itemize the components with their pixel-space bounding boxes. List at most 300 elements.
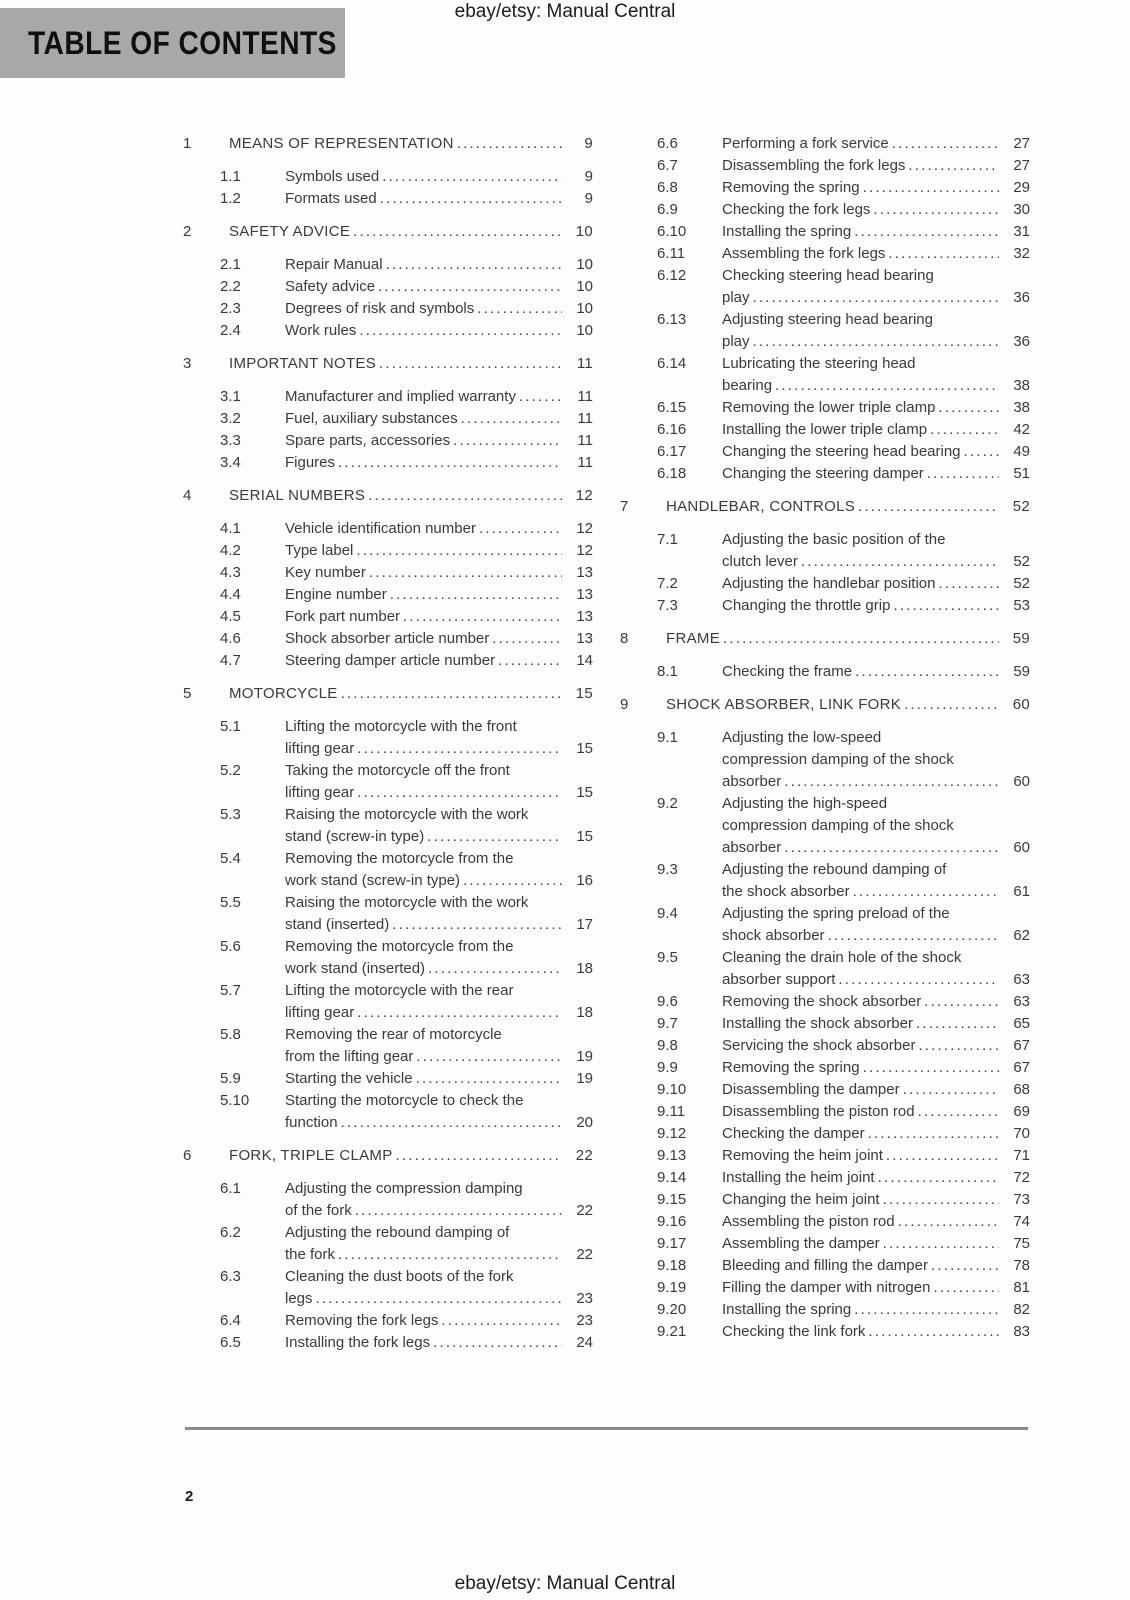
entry-page: 60 [1013,773,1030,790]
entry-page: 60 [1012,696,1030,713]
toc-sub-entry [183,1090,593,1134]
dot-leader [400,606,562,628]
dot-leader [460,870,562,892]
entry-page: 81 [1013,1279,1030,1296]
entry-content [285,452,593,474]
entry-number: 6.2 [220,1224,241,1241]
entry-number: 1 [183,135,192,152]
entry-title-line: Removing the motorcycle from the [285,938,514,955]
entry-last-line [722,1189,1030,1211]
entry-title: Spare parts, accessories [285,432,451,449]
entry-page: 10 [576,300,593,317]
entry-title: Removing the shock absorber [722,993,922,1010]
entry-page: 31 [1013,223,1030,240]
dot-leader [865,1321,999,1343]
entry-content [666,628,1030,650]
entry-last-line [722,133,1030,155]
entry-title: Degrees of risk and symbols [285,300,475,317]
entry-number: 6 [183,1147,192,1164]
entry-content [722,265,1030,309]
entry-title: Assembling the damper [722,1235,880,1252]
entry-number: 5.8 [220,1026,241,1043]
entry-last-line [722,1013,1030,1035]
entry-content [285,298,593,320]
entry-content [229,485,593,507]
toc-sub-entry [183,1024,593,1068]
entry-page: 52 [1012,498,1030,515]
entry-content [722,1233,1030,1255]
entry-content [722,1189,1030,1211]
toc-sub-entry [183,1332,593,1354]
toc-sub-entry [183,760,593,804]
entry-page: 16 [576,872,593,889]
entry-content [285,892,593,936]
entry-number: 8 [620,630,629,647]
toc-sub-entry [620,947,1030,991]
entry-title-line: Adjusting the spring preload of the [722,905,950,922]
entry-number: 9.8 [657,1037,678,1054]
page-title: TABLE OF CONTENTS [28,24,337,61]
toc-title-box [0,8,345,78]
entry-content [285,1068,593,1090]
entry-number: 5.7 [220,982,241,999]
dot-leader [915,1035,999,1057]
toc-sub-entry [183,408,593,430]
dot-leader [354,782,562,804]
entry-content [285,1310,593,1332]
entry-last-line [285,1310,593,1332]
entry-number: 4.1 [220,520,241,537]
entry-content [722,991,1030,1013]
entry-number: 9.18 [657,1257,687,1274]
toc-sub-entry [620,573,1030,595]
dot-leader [489,628,562,650]
entry-last-line [722,661,1030,683]
entry-title: lifting gear [285,740,355,757]
entry-number: 2.3 [220,300,241,317]
entry-last-line [722,1211,1030,1233]
toc-sub-entry [183,1178,593,1222]
dot-leader [890,595,999,617]
entry-content [285,430,593,452]
entry-number: 6.11 [657,245,686,262]
toc-sub-entry [183,628,593,650]
entry-number: 3 [183,355,192,372]
entry-number: 7.3 [657,597,678,614]
entry-title: Manufacturer and implied warranty [285,388,516,405]
entry-last-line [722,1233,1030,1255]
entry-content [722,1211,1030,1233]
entry-title: Vehicle identification number [285,520,476,537]
entry-content [722,529,1030,573]
entry-title: FORK, TRIPLE CLAMP [229,1147,393,1164]
entry-title: Installing the lower triple clamp [722,421,928,438]
entry-number: 9.14 [657,1169,687,1186]
entry-last-line [285,452,593,474]
entry-page: 36 [1013,289,1030,306]
entry-number: 7.2 [657,575,678,592]
entry-title: Starting the vehicle [285,1070,413,1087]
dot-leader [413,1068,562,1090]
dot-leader [915,1101,999,1123]
toc-sub-entry [620,1057,1030,1079]
dot-leader [354,1002,562,1024]
entry-page: 11 [576,355,593,372]
entry-page: 62 [1013,927,1030,944]
entry-page: 14 [576,652,593,669]
entry-number: 6.10 [657,223,687,240]
toc-sub-entry [620,1079,1030,1101]
dot-leader [495,650,562,672]
entry-last-line [722,1057,1030,1079]
entry-title-line: Adjusting the high-speed [722,795,888,812]
entry-number: 5.3 [220,806,241,823]
toc-sub-entry [183,452,593,474]
toc-chapter-entry [620,496,1030,518]
entry-last-line [285,408,593,430]
entry-title: from the lifting gear [285,1048,414,1065]
entry-number: 9.1 [657,729,678,746]
entry-number: 5.5 [220,894,241,911]
entry-number: 6.6 [657,135,678,152]
entry-number: 1.2 [220,190,241,207]
toc-sub-entry [183,166,593,188]
entry-number: 6.17 [657,443,687,460]
entry-title: Checking the link fork [722,1323,866,1340]
entry-title: Checking the damper [722,1125,865,1142]
entry-page: 22 [576,1202,593,1219]
entry-last-line [722,881,1030,903]
toc-sub-entry [620,441,1030,463]
entry-content [722,595,1030,617]
entry-page: 70 [1013,1125,1030,1142]
entry-page: 30 [1013,201,1030,218]
entry-title: absorber [722,773,782,790]
entry-number: 6.8 [657,179,678,196]
dot-leader [377,188,562,210]
dot-leader [338,1112,562,1134]
toc-sub-entry [183,848,593,892]
entry-content [722,859,1030,903]
toc-sub-entry [183,716,593,760]
entry-title-line: Removing the rear of motorcycle [285,1026,502,1043]
toc-chapter-entry [183,1145,593,1167]
dot-leader [825,925,999,947]
entry-last-line [722,595,1030,617]
dot-leader [438,1310,562,1332]
toc-sub-entry [620,1255,1030,1277]
entry-number: 9.2 [657,795,678,812]
entry-last-line [722,419,1030,441]
entry-last-line [722,1299,1030,1321]
dot-leader [850,881,999,903]
entry-last-line [229,683,593,705]
dot-leader [474,298,562,320]
entry-number: 4.5 [220,608,241,625]
entry-content [229,221,593,243]
entry-content [722,661,1030,683]
entry-page: 38 [1013,399,1030,416]
entry-title: Changing the steering head bearing [722,443,961,460]
dot-leader [389,914,562,936]
entry-title: Servicing the shock absorber [722,1037,916,1054]
entry-title: clutch lever [722,553,798,570]
entry-content [722,243,1030,265]
entry-title: Checking the frame [722,663,853,680]
entry-content [666,694,1030,716]
entry-last-line [285,562,593,584]
entry-title: Safety advice [285,278,376,295]
dot-leader [424,826,562,848]
entry-last-line [722,375,1030,397]
entry-title-line: Cleaning the drain hole of the shock [722,949,962,966]
entry-last-line [285,628,593,650]
entry-page: 59 [1012,630,1030,647]
toc-sub-entry [183,254,593,276]
dot-leader [781,771,999,793]
dot-leader [880,1233,999,1255]
dot-leader [900,1079,999,1101]
entry-title: Type label [285,542,354,559]
entry-content [285,166,593,188]
entry-number: 5.6 [220,938,241,955]
entry-content [722,441,1030,463]
entry-last-line [722,1101,1030,1123]
entry-page: 83 [1013,1323,1030,1340]
entry-last-line [722,441,1030,463]
entry-page: 67 [1013,1037,1030,1054]
entry-title: Installing the heim joint [722,1169,875,1186]
entry-last-line [229,1145,593,1167]
entry-page: 63 [1013,993,1030,1010]
entry-number: 5.2 [220,762,241,779]
dot-leader [720,628,999,650]
toc-chapter-entry [620,628,1030,650]
header-site-label: ebay/etsy: Manual Central [454,1,676,22]
entry-page: 65 [1013,1015,1030,1032]
entry-number: 6.16 [657,421,687,438]
dot-leader [883,1145,999,1167]
entry-page: 10 [576,322,593,339]
entry-page: 9 [584,135,593,152]
entry-title-line: Adjusting the basic position of the [722,531,946,548]
entry-page: 69 [1013,1103,1030,1120]
entry-title: stand (inserted) [285,916,390,933]
entry-last-line [722,287,1030,309]
entry-content [285,584,593,606]
entry-number: 9 [620,696,629,713]
entry-number: 9.9 [657,1059,678,1076]
entry-content [285,540,593,562]
entry-last-line [722,837,1030,859]
entry-title: Repair Manual [285,256,383,273]
entry-content [229,1145,593,1167]
entry-title: Removing the fork legs [285,1312,439,1329]
entry-number: 3.4 [220,454,241,471]
entry-last-line [285,782,593,804]
dot-leader [365,485,562,507]
dot-leader [885,243,999,265]
entry-number: 5.10 [220,1092,250,1109]
dot-leader [880,1189,999,1211]
entry-last-line [722,331,1030,353]
dot-leader [413,1046,562,1068]
entry-title: Removing the heim joint [722,1147,883,1164]
entry-last-line [229,221,593,243]
entry-content [722,155,1030,177]
dot-leader [860,1057,999,1079]
entry-title: of the fork [285,1202,352,1219]
dot-leader [383,254,562,276]
entry-title-line: Checking steering head bearing [722,267,934,284]
dot-leader [354,738,562,760]
entry-page: 24 [576,1334,593,1351]
entry-last-line [722,969,1030,991]
entry-content [722,353,1030,397]
entry-last-line [285,1288,593,1310]
dot-leader [930,1277,999,1299]
dot-leader [750,287,999,309]
dot-leader [338,683,562,705]
entry-last-line [722,1079,1030,1101]
dot-leader [935,397,999,419]
entry-number: 6.1 [220,1180,241,1197]
entry-title: MEANS OF REPRESENTATION [229,135,454,152]
dot-leader [353,540,562,562]
entry-title: SERIAL NUMBERS [229,487,366,504]
entry-title: Filling the damper with nitrogen [722,1279,931,1296]
entry-content [285,386,593,408]
entry-page: 60 [1013,839,1030,856]
dot-leader [352,1200,562,1222]
entry-content [285,848,593,892]
entry-title-line: Adjusting the compression damping [285,1180,523,1197]
entry-title: play [722,333,750,350]
entry-content [722,1145,1030,1167]
entry-title: Disassembling the piston rod [722,1103,915,1120]
entry-page: 11 [577,454,593,471]
entry-content [722,221,1030,243]
entry-number: 6.13 [657,311,687,328]
entry-last-line [722,155,1030,177]
entry-last-line [285,320,593,342]
entry-last-line [722,1321,1030,1343]
entry-number: 9.21 [657,1323,687,1340]
dot-leader [425,958,562,980]
entry-content [229,683,593,705]
entry-page: 27 [1013,135,1030,152]
entry-content [666,496,1030,518]
entry-last-line [666,694,1030,716]
dot-leader [430,1332,562,1354]
toc-sub-entry [183,1068,593,1090]
entry-last-line [285,386,593,408]
entry-content [722,199,1030,221]
dot-leader [454,133,562,155]
entry-last-line [722,1167,1030,1189]
toc-sub-entry [183,1310,593,1332]
entry-content [722,1101,1030,1123]
entry-title: function [285,1114,338,1131]
entry-title: work stand (inserted) [285,960,426,977]
toc-sub-entry [183,584,593,606]
toc-sub-entry [183,936,593,980]
toc-sub-entry [620,265,1030,309]
entry-content [285,254,593,276]
dot-leader [924,463,999,485]
toc-sub-entry [620,1233,1030,1255]
dot-leader [889,133,999,155]
dot-leader [895,1211,999,1233]
entry-page: 19 [576,1070,593,1087]
dot-leader [901,694,999,716]
entry-last-line [722,1145,1030,1167]
entry-page: 12 [576,520,593,537]
toc-sub-entry [620,1167,1030,1189]
entry-last-line [285,606,593,628]
toc-sub-entry [620,133,1030,155]
entry-number: 9.11 [657,1103,686,1120]
entry-page: 23 [576,1290,593,1307]
entry-page: 52 [1013,553,1030,570]
entry-title: Installing the spring [722,1301,852,1318]
dot-leader [356,320,562,342]
entry-title: Installing the fork legs [285,1334,431,1351]
entry-title: Adjusting the handlebar position [722,575,936,592]
entry-last-line [285,1068,593,1090]
entry-number: 9.17 [657,1235,687,1252]
entry-last-line [285,188,593,210]
entry-last-line [285,518,593,540]
entry-title-line: Lifting the motorcycle with the front [285,718,517,735]
entry-content [285,628,593,650]
entry-content [285,1222,593,1266]
entry-content [285,936,593,980]
entry-last-line [722,221,1030,243]
entry-last-line [722,771,1030,793]
entry-number: 2.4 [220,322,241,339]
entry-content [285,980,593,1024]
entry-number: 4.4 [220,586,241,603]
entry-content [722,309,1030,353]
entry-content [229,133,593,155]
entry-content [285,606,593,628]
toc-chapter-entry [183,133,593,155]
entry-last-line [285,1112,593,1134]
entry-page: 11 [577,410,593,427]
dot-leader [875,1167,999,1189]
entry-page: 17 [576,916,593,933]
page-number: 2 [185,1488,194,1505]
entry-title: Removing the lower triple clamp [722,399,936,416]
entry-title: legs [285,1290,313,1307]
entry-title: lifting gear [285,1004,355,1021]
dot-leader [855,496,999,518]
toc-sub-entry [183,276,593,298]
toc-sub-entry [620,1013,1030,1035]
entry-title: Fork part number [285,608,401,625]
entry-last-line [285,650,593,672]
dot-leader [350,221,562,243]
toc-sub-entry [620,353,1030,397]
entry-content [722,1013,1030,1035]
entry-number: 7.1 [657,531,678,548]
dot-leader [750,331,999,353]
entry-page: 73 [1013,1191,1030,1208]
entry-number: 6.7 [657,157,678,174]
entry-title: Shock absorber article number [285,630,490,647]
entry-page: 51 [1013,465,1030,482]
